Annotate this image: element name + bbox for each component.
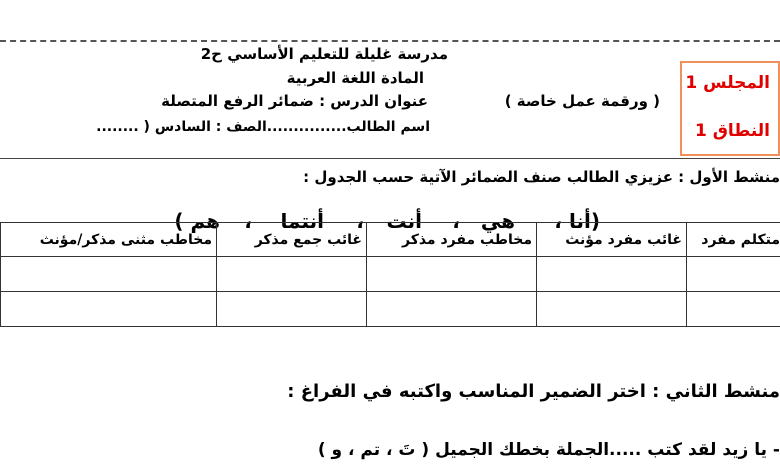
pronoun-antuma: أنتما (280, 209, 324, 233)
header-dual-second-person: مخاطب مثنى مذكر/مؤنث (1, 223, 217, 257)
activity2-sentence: - يا زيد لقد كتب .....الجملة بخطك الجميل ( تَ ، تم ، و ) (317, 440, 780, 460)
answer-cell[interactable] (217, 257, 367, 292)
council-zone-badge (680, 61, 780, 156)
top-dashed-divider (0, 40, 780, 42)
pronoun-ana: (أنا (568, 209, 600, 233)
council-label: المجلس 1 (685, 73, 770, 93)
answer-cell[interactable] (687, 292, 780, 327)
pronoun-separator: ، (554, 209, 562, 233)
lesson-title: عنوان الدرس : ضمائر الرفع المتصلة (161, 92, 428, 110)
worksheet-label: ( ورقمة عمل خاصة ) (504, 92, 660, 110)
pronoun-anta: أنت (386, 209, 422, 233)
header-plural-masc-third: غائب جمع مذكر (217, 223, 367, 257)
school-name: مدرسة غليلة للتعليم الأساسي ح2 (200, 45, 448, 63)
subject-line: المادة اللغة العربية (286, 69, 424, 87)
pronoun-separator: ، (452, 209, 460, 233)
section-divider (0, 158, 780, 159)
table-answer-row (1, 292, 780, 327)
answer-cell[interactable] (537, 292, 687, 327)
answer-cell[interactable] (687, 257, 780, 292)
pronoun-separator: ، (244, 209, 252, 233)
pronoun-classification-table (0, 222, 780, 327)
table-answer-row (1, 257, 780, 292)
header-singular-fem-third: غائب مفرد مؤنث (537, 223, 687, 257)
pronoun-hum: هم ) (174, 209, 220, 233)
answer-cell[interactable] (537, 257, 687, 292)
answer-cell[interactable] (1, 292, 217, 327)
pronoun-separator: ، (356, 209, 364, 233)
answer-cell[interactable] (367, 292, 537, 327)
activity2-title: منشط الثاني : اختر الضمير المناسب واكتبه في الفراغ : (287, 381, 780, 402)
zone-label: النطاق 1 (694, 121, 770, 141)
pronoun-hiya: هي (480, 209, 515, 233)
answer-cell[interactable] (367, 257, 537, 292)
header-singular-masc-second: مخاطب مفرد مذكر (367, 223, 537, 257)
student-info-line: اسم الطالب...............الصف : السادس ( ........ (96, 119, 430, 135)
activity1-title: منشط الأول : عزيزي الطالب صنف الضمائر الآتية حسب الجدول : (303, 168, 780, 186)
header-singular-first: متكلم مفرد (687, 223, 780, 257)
answer-cell[interactable] (1, 257, 217, 292)
table-header-row (1, 223, 780, 257)
answer-cell[interactable] (217, 292, 367, 327)
